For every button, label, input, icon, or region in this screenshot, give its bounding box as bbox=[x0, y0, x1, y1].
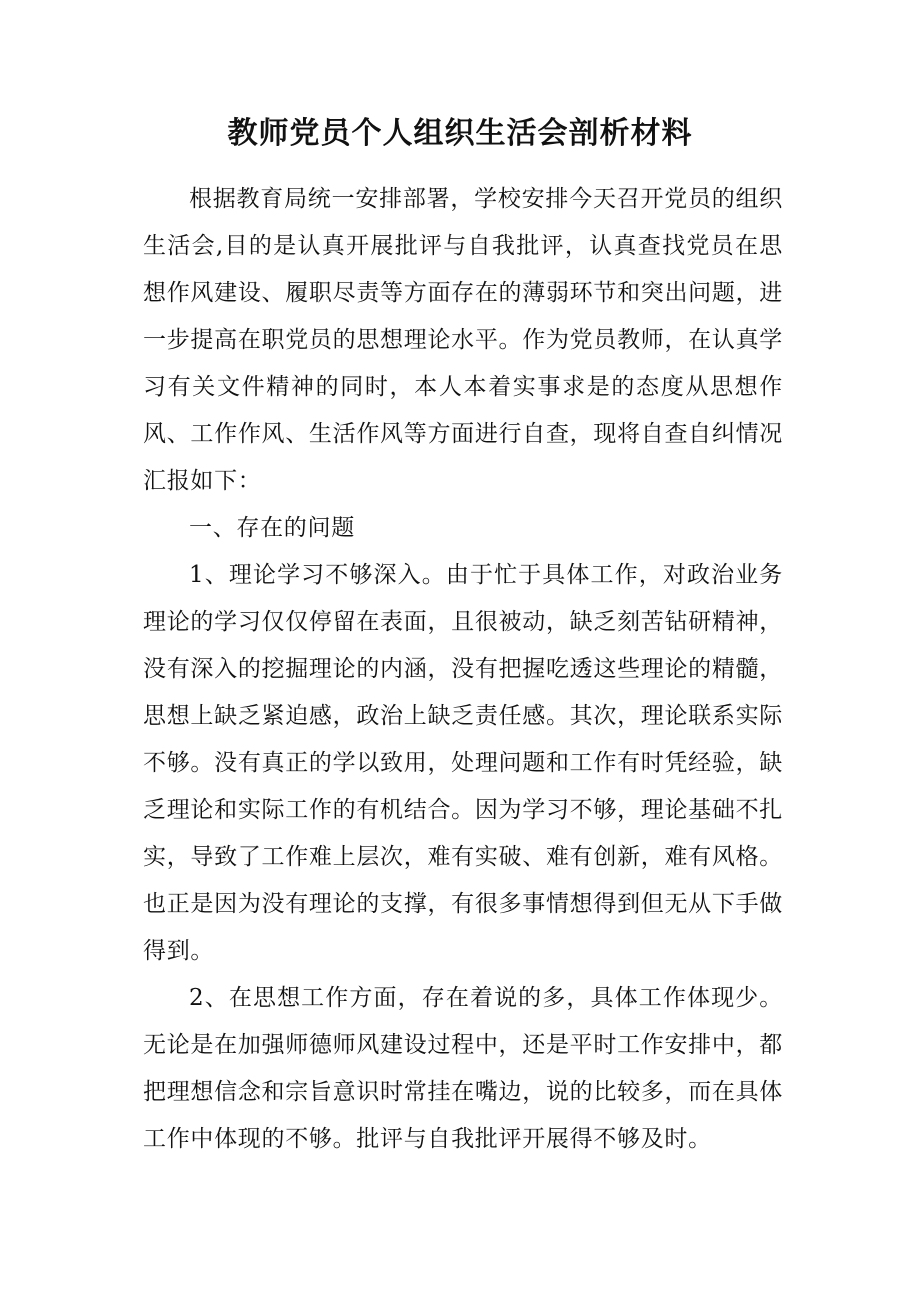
problem-paragraph-1: 1、理论学习不够深入。由于忙于具体工作，对政治业务理论的学习仅仅停留在表面，且很被动，缺乏刻苦钻研精神，没有深入的挖掘理论的内涵，没有把握吃透这些理论的精髓，思想上缺乏紧迫感，政治上缺乏责任感。其次，理论联系实际不够。没有真正的学以致用，处理问题和工作有时凭经验，缺乏理论和实际工作的有机结合。因为学习不够，理论基础不扎实，导致了工作难上层次，难有实破、难有创新，难有风格。也正是因为没有理论的支撑，有很多事情想得到但无从下手做得到。 bbox=[143, 562, 783, 964]
section-heading-problems: 一、存在的问题 bbox=[189, 515, 355, 541]
document-body bbox=[143, 176, 783, 1163]
problem-paragraph-2: 2、在思想工作方面，存在着说的多，具体工作体现少。无论是在加强师德师风建设过程中，还是平时工作安排中，都把理想信念和宗旨意识时常挂在嘴边，说的比较多，而在具体工作中体现的不够。批评与自我批评开展得不够及时。 bbox=[143, 985, 783, 1152]
document-title: 教师党员个人组织生活会剖析材料 bbox=[227, 116, 693, 151]
intro-paragraph: 根据教育局统一安排部署，学校安排今天召开党员的组织生活会,目的是认真开展批评与自我批评，认真查找党员在思想作风建设、履职尽责等方面存在的薄弱环节和突出问题，进一步提高在职党员的思想理论水平。作为党员教师，在认真学习有关文件精神的同时，本人本着实事求是的态度从思想作风、工作作风、生活作风等方面进行自查，现将自查自纠情况汇报如下： bbox=[143, 186, 783, 494]
